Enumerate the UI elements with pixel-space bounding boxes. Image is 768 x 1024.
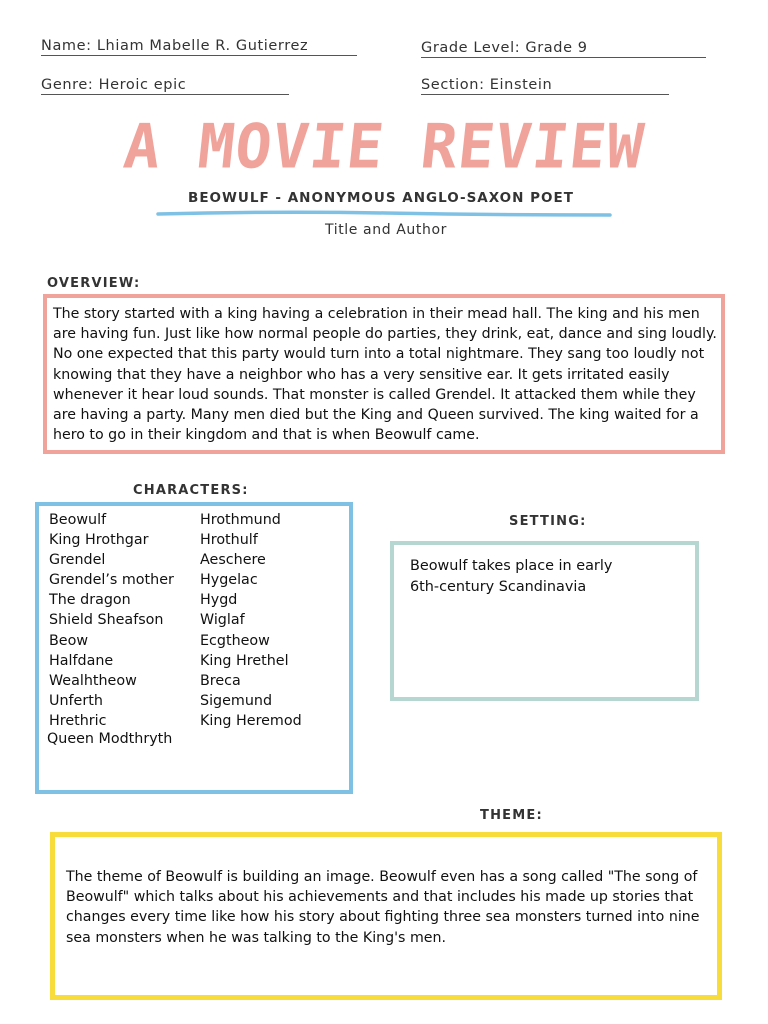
overview-box — [43, 294, 725, 454]
setting-box — [390, 541, 699, 701]
character-name: Hrothmund — [200, 512, 281, 528]
character-name: Grendel’s mother — [49, 572, 174, 589]
page-title: A MOVIE REVIEW — [120, 111, 648, 183]
overview-heading: OVERVIEW: — [47, 276, 141, 291]
name-field: Name: Lhiam Mabelle R. Gutierrez — [41, 38, 357, 56]
character-name: Wealhtheow — [49, 672, 137, 689]
character-name: Wiglaf — [200, 612, 245, 629]
character-name: Hrothulf — [200, 532, 258, 549]
character-name: Aeschere — [200, 552, 266, 569]
character-name: Ecgtheow — [200, 632, 270, 649]
character-name: Beow — [49, 632, 89, 649]
character-name: King Heremod — [200, 712, 302, 729]
theme-heading: THEME: — [480, 808, 543, 823]
title-author-caption: Title and Author — [325, 222, 447, 238]
overview-text: The story started with a king having a celebration in their mead hall. The king and his men are having fun. Just like how normal people do parties, they drink, eat, dance and sing loudly. No one expected that this party would turn into a total nightmare. They sang too loudly not knowing that they have a neighbor who has a very sensitive ear. It gets irritated easily whenever it hear loud sounds. That monster is called Grendel. It attacked them while they are having a party. Many men died but the King and Queen survived. The king waited for a hero to go in their kingdom and that is when Beowulf came. — [53, 306, 717, 444]
character-name: Shield Sheafson — [49, 612, 164, 629]
theme-text: The theme of Beowulf is building an image. Beowulf even has a song called "The song of Beowulf" which talks about his achievements and that includes his made up stories that changes every time like how his story about fighting three sea monsters turned into nine sea monsters when he was talking to the King's men. — [66, 869, 700, 946]
genre-field: Genre: Heroic epic — [41, 77, 289, 95]
character-name: King Hrothgar — [49, 532, 149, 549]
character-name: Hygd — [200, 592, 238, 609]
setting-text: Beowulf takes place in early 6th-century Scandinavia — [410, 558, 613, 595]
character-name: Breca — [200, 672, 241, 689]
grade-level-field: Grade Level: Grade 9 — [421, 40, 706, 58]
book-title-author: BEOWULF - ANONYMOUS ANGLO-SAXON POET — [188, 190, 574, 206]
character-name: Sigemund — [200, 692, 273, 709]
subtitle-underline — [155, 208, 613, 220]
character-name: Beowulf — [49, 512, 107, 528]
theme-box — [50, 832, 722, 1000]
setting-heading: SETTING: — [509, 514, 587, 529]
character-name: Grendel — [49, 552, 106, 569]
characters-column-2 — [200, 510, 302, 731]
characters-heading: CHARACTERS: — [133, 483, 249, 498]
characters-column-1 — [49, 510, 174, 747]
character-name: Hrethric — [49, 712, 107, 729]
section-field: Section: Einstein — [421, 77, 669, 95]
character-name: Unferth — [49, 692, 103, 709]
character-name: Hygelac — [200, 572, 258, 589]
character-name: Halfdane — [49, 652, 114, 669]
character-name: The dragon — [49, 592, 131, 609]
character-name: Queen Modthryth — [47, 731, 173, 748]
character-name: King Hrethel — [200, 652, 289, 669]
